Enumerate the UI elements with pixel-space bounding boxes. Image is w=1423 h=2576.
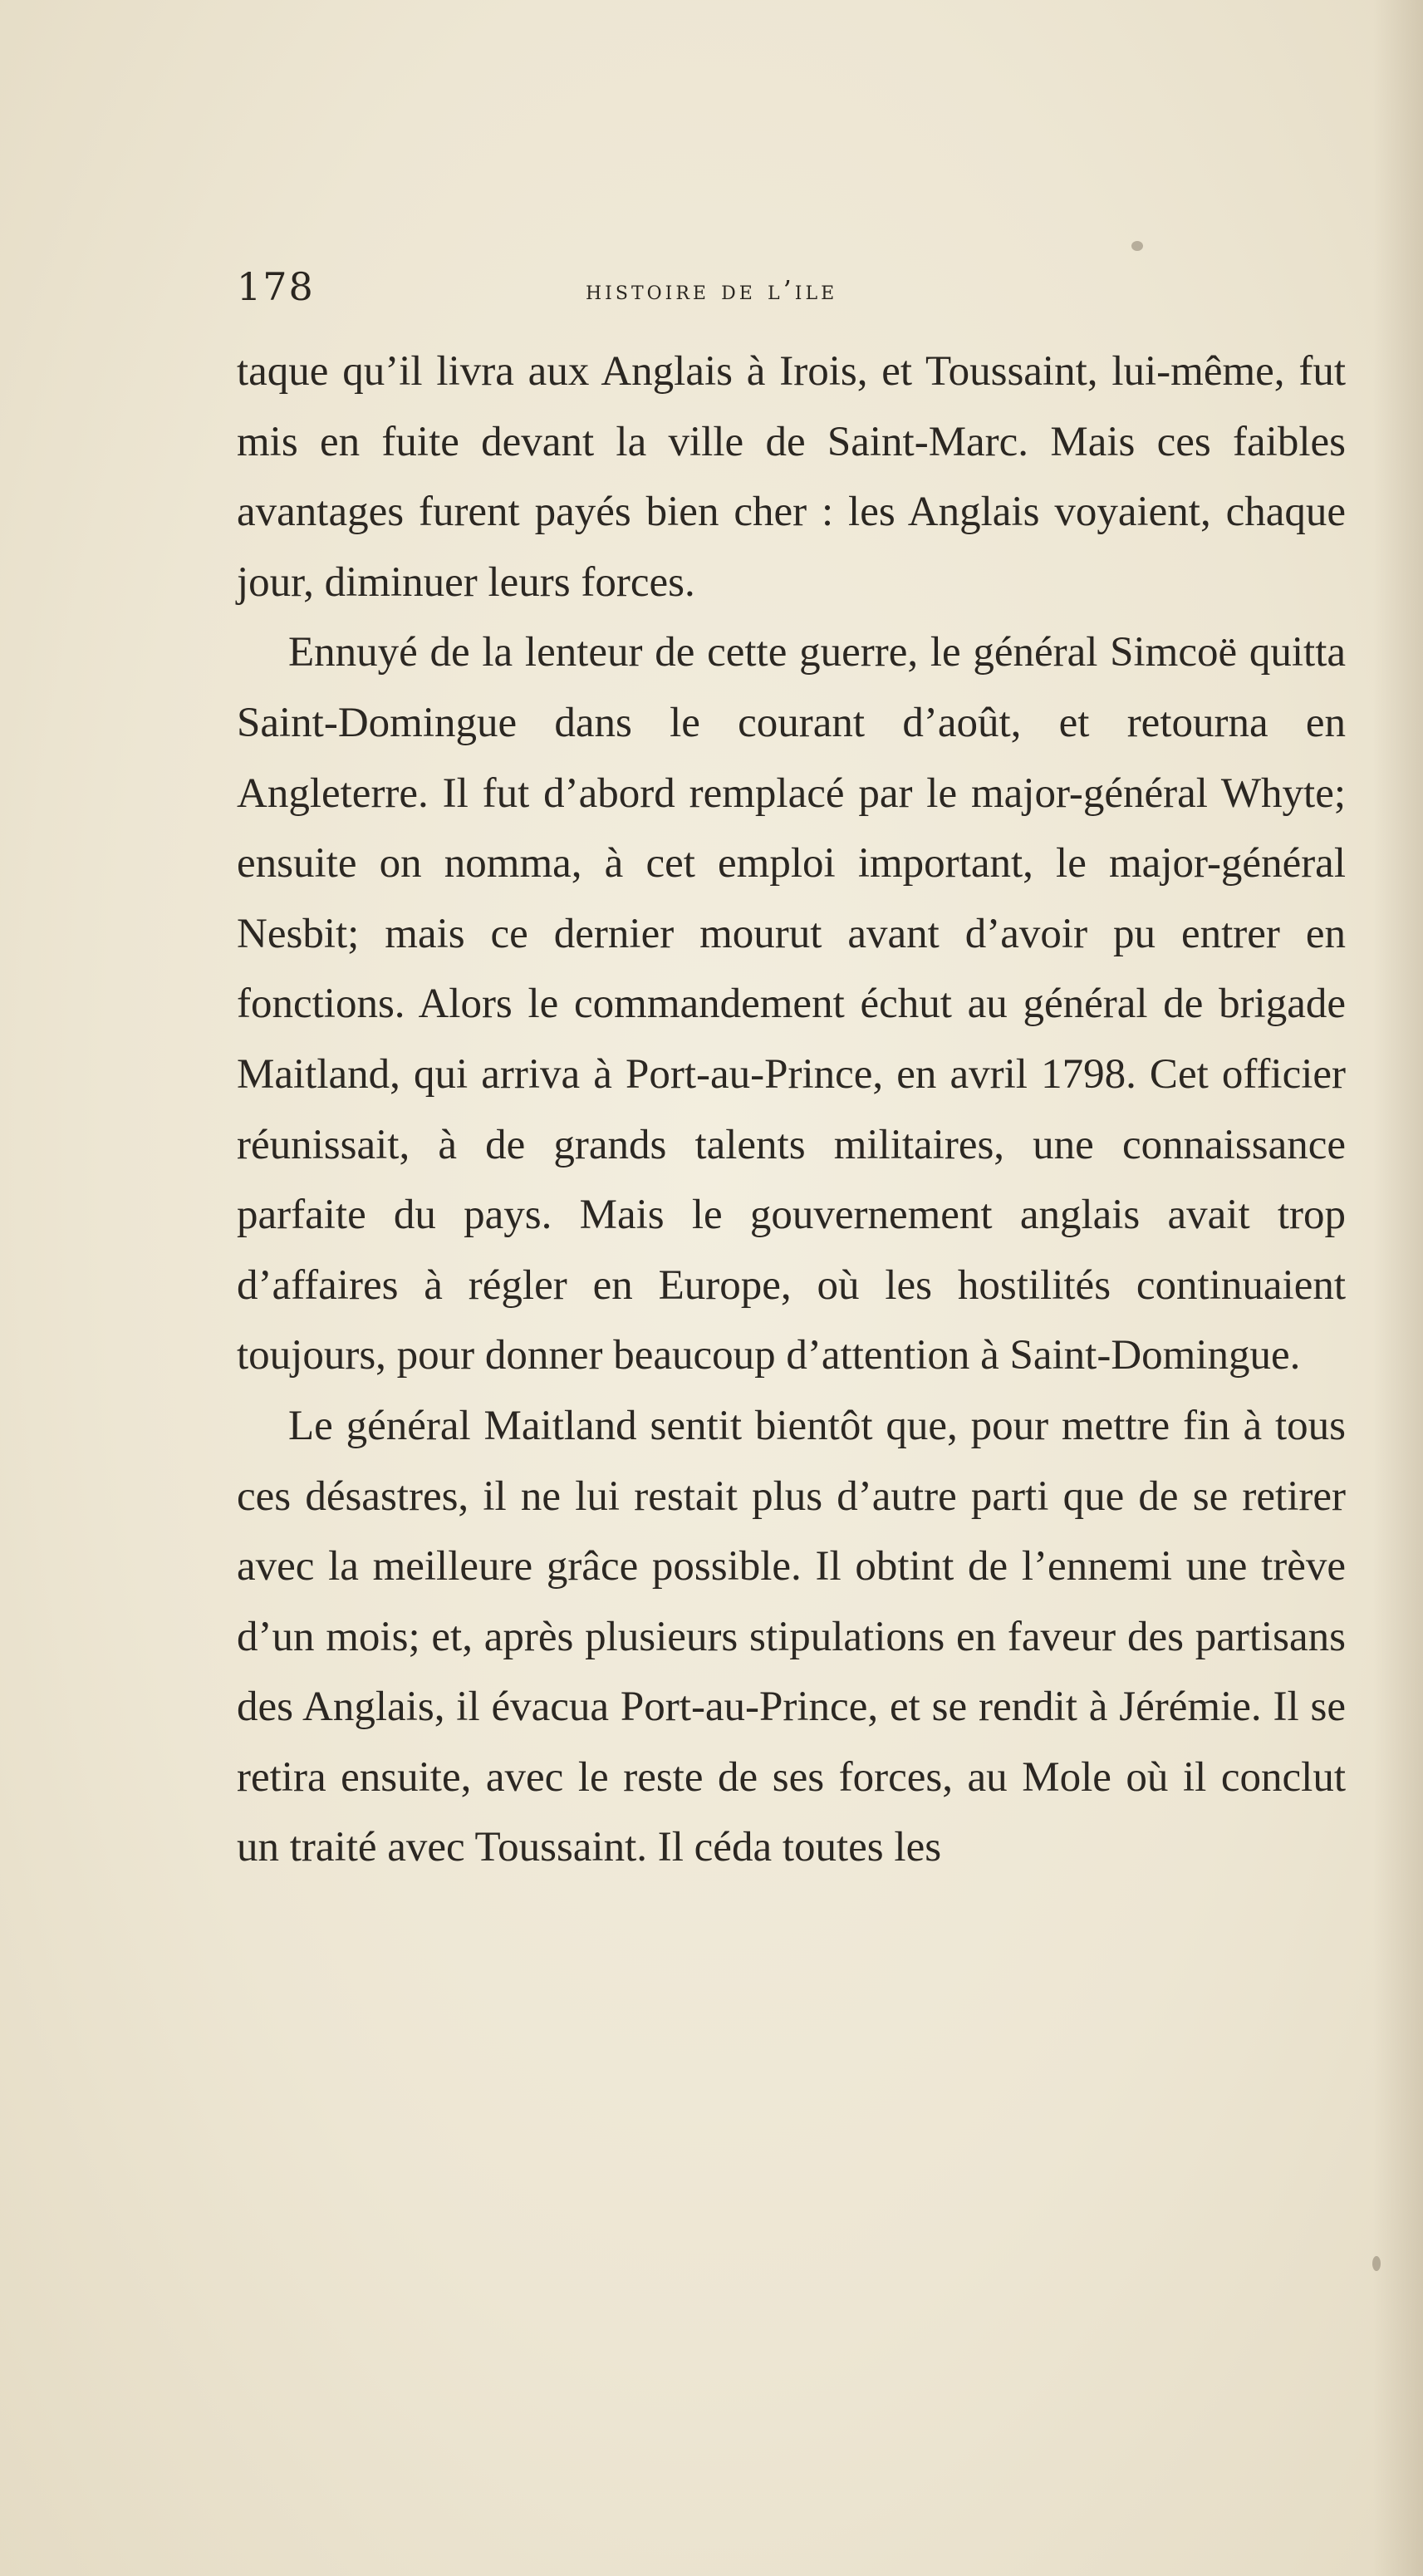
ink-speck <box>1131 241 1143 251</box>
page-header <box>237 264 1333 314</box>
ink-speck <box>1372 2256 1381 2271</box>
running-head: histoire de l’ile <box>586 274 838 306</box>
body-text <box>237 337 1346 1883</box>
page-number: 178 <box>237 264 315 309</box>
paragraph-3: Le général Maitland sentit bientôt que, pour mettre fin à tous ces désastres, il ne lui restait plus d’autre parti que de se retirer avec la meilleure grâce possible. Il obtint de l’ennemi une trève d’un mois; et, après plusieurs stipulations en faveur des partisans des Anglais, il évacua Port-au-Prince, et se rendit à Jérémie. Il se retira ensuite, avec le reste de ses forces, au Mole où il conclut un traité avec Toussaint. Il céda toutes les <box>237 1402 1346 1871</box>
paragraph-2: Ennuyé de la lenteur de cette guerre, le général Simcoë quitta Saint-Domingue dans le courant d’août, et retourna en Angleterre. Il fut d’abord remplacé par le major-général Whyte; ensuite on nomma, à cet emploi important, le major-général Nesbit; mais ce dernier mourut avant d’avoir pu entrer en fonctions. Alors le commandement échut au général de brigade Maitland, qui arriva à Port-au-Prince, en avril 1798. Cet officier réunissait, à de grands talents militaires, une connaissance parfaite du pays. Mais le gouvernement anglais avait trop d’affaires à régler en Europe, où les hostilités continuaient toujours, pour donner beaucoup d’attention à Saint-Domingue. <box>237 629 1346 1379</box>
paragraph-1: taque qu’il livra aux Anglais à Irois, et Toussaint, lui-même, fut mis en fuite devant la ville de Saint-Marc. Mais ces faibles avantages furent payés bien cher : les Anglais voyaient, chaque jour, diminuer leurs forces. <box>237 348 1346 606</box>
page-edge-shadow <box>1373 0 1423 2576</box>
